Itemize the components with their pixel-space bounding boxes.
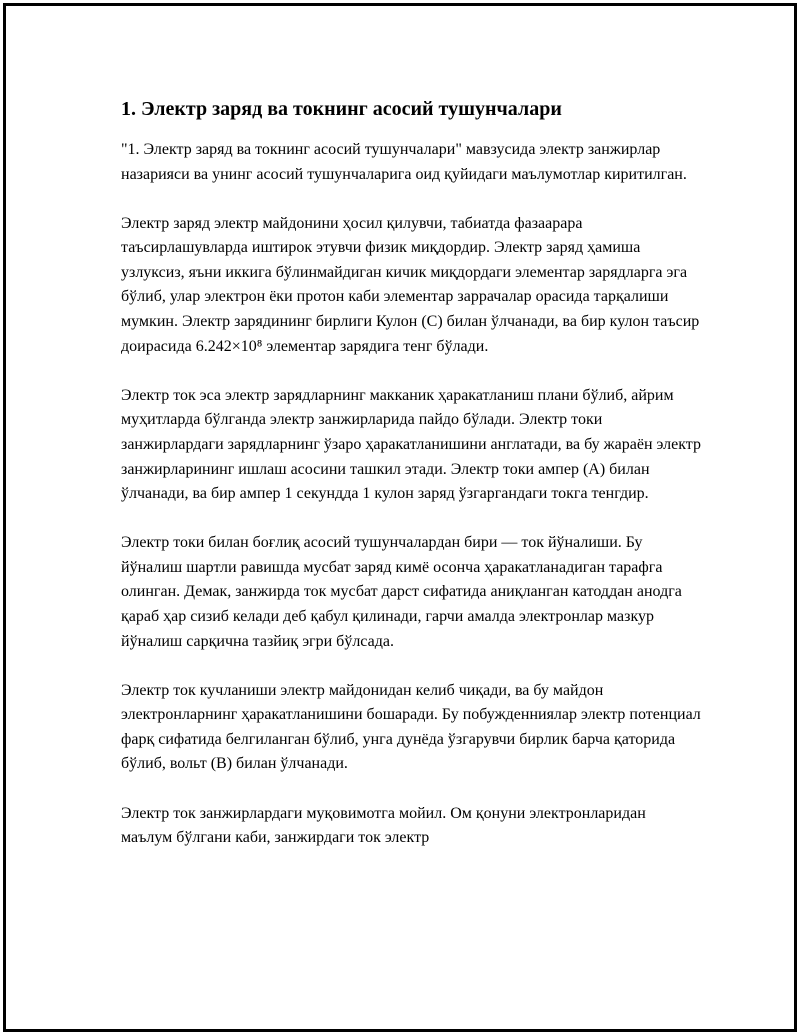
document-title: 1. Электр заряд ва токнинг асосий тушунчалари — [121, 98, 562, 120]
paragraph-current-direction: Электр токи билан боғлиқ асосий тушунчалардан бири — ток йўналиши. Бу йўналиш шартли равишда мусбат заряд кимё осонча ҳаракатланадиган тарафга олинган. Демак, занжирда ток мусбат дарст сифатида аниқланган катоддан анодга қараб ҳар сизиб келади деб қабул қилинади, гарчи амалда электронлар мазкур йўналиш сарқична тазйиқ эгри бўлсада. — [121, 534, 682, 650]
paragraph-voltage: Электр ток кучланиши электр майдонидан келиб чиқади, ва бу майдон электронларнинг ҳаракатланишини бошаради. Бу побужденниялар электр потенциал фарқ сифатида белгиланган бўлиб, унга дунёда ўзгарувчи бирлик барча қаторида бўлиб, вольт (В) билан ўлчанади. — [121, 681, 701, 773]
paragraph-electric-current: Электр ток эса электр зарядларнинг макканик ҳаракатланиш плани бўлиб, айрим муҳитларда бўлганда электр занжирларида пайдо бўлади. Электр токи занжирлардаги зарядларнинг ўзаро ҳаракатланишини англатади, ва бу жараён электр занжирларининг ишлаш асосини ташкил этади. Электр токи ампер (A) билан ўлчанади, ва бир ампер 1 секундда 1 кулон заряд ўзгаргандаги токга тенгдир. — [121, 386, 701, 503]
page-frame — [3, 3, 797, 1032]
paragraph-intro: "1. Электр заряд ва токнинг асосий тушунчалари" мавзусида электр занжирлар назарияси ва унинг асосий тушунчаларига оид қуйидаги маълумотлар киритилган. — [121, 141, 687, 183]
paragraph-electric-charge: Электр заряд электр майдонини ҳосил қилувчи, табиатда фазаарара таъсирлашувларда иштирок этувчи физик миқдордир. Электр заряд ҳамиша узлуксиз, яъни иккига бўлинмайдиган кичик миқдордаги элементар зарядларга эга бўлиб, улар электрон ёки протон каби элементар заррачалар орасида тарқалиши мумкин. Электр зарядининг бирлиги Кулон (C) билан ўлчанади, ва бир кулон таъсир доирасида 6.242×10⁸ элементар зарядига тенг бўлади. — [121, 214, 700, 355]
document-body — [121, 96, 701, 875]
paragraph-resistance: Электр ток занжирлардаги муқовимотга мойил. Ом қонуни электронларидан маълум бўлгани каби, занжирдаги ток электр — [121, 804, 646, 847]
